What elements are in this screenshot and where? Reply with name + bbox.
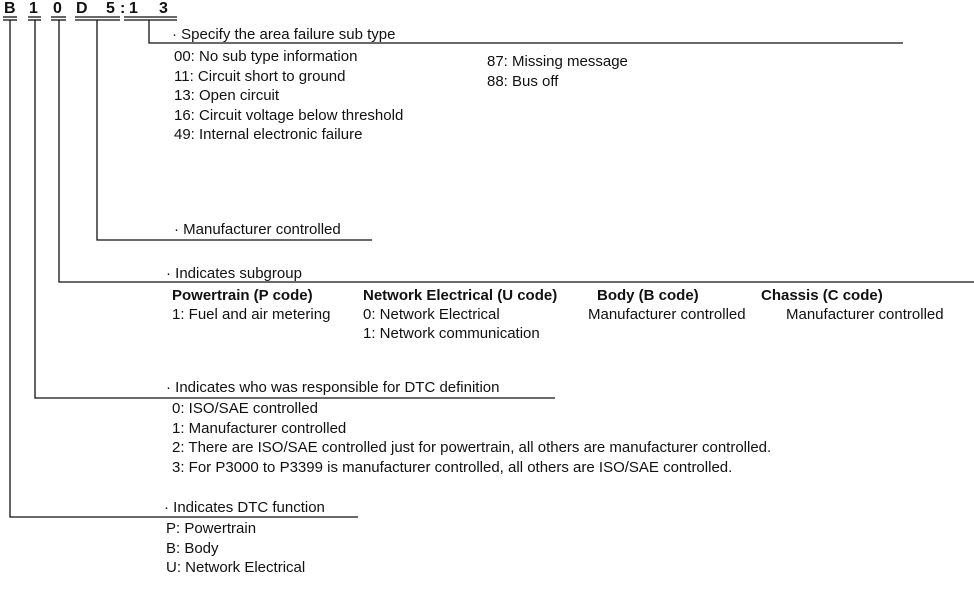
list-item: 87: Missing message: [487, 53, 628, 70]
subgroup-col-powertrain-line: 1: Fuel and air metering: [172, 306, 331, 323]
subgroup-col-network-header: Network Electrical (U code): [363, 287, 558, 304]
list-item: 88: Bus off: [487, 72, 559, 90]
responsible-heading: · Indicates who was responsible for DTC definition: [166, 379, 500, 396]
dtc-char-1b: 1: [129, 0, 138, 17]
list-item: U: Network Electrical: [166, 559, 306, 576]
list-item: 13: Open circuit: [174, 87, 280, 104]
dtc-char-b: B: [4, 0, 16, 17]
subgroup-heading: · Indicates subgroup: [166, 265, 302, 282]
list-item: 0: ISO/SAE controlled: [172, 400, 318, 417]
list-item: B: Body: [166, 539, 219, 557]
subgroup-col-chassis-header: Chassis (C code): [761, 287, 883, 304]
list-item: 49: Internal electronic failure: [174, 126, 363, 143]
subgroup-col-network-line: 0: Network Electrical: [363, 306, 500, 323]
sub-type-heading: · Specify the area failure sub type: [172, 26, 396, 43]
subgroup-col-network-line: 1: Network communication: [363, 325, 540, 342]
subgroup-col-powertrain-header: Powertrain (P code): [172, 287, 313, 304]
list-item: P: Powertrain: [166, 520, 257, 537]
subgroup-col-body-header: Body (B code): [597, 287, 699, 304]
dtc-char-colon: :: [120, 0, 126, 17]
function-heading: · Indicates DTC function: [164, 499, 325, 516]
list-item: 1: Manufacturer controlled: [172, 419, 347, 437]
list-item: 00: No sub type information: [174, 48, 358, 65]
list-item: 3: For P3000 to P3399 is manufacturer controlled, all others are ISO/SAE controlled.: [172, 458, 733, 476]
dtc-char-0: 0: [53, 0, 62, 17]
sub-type-list-right: [487, 52, 628, 91]
dtc-char-3: 3: [159, 0, 168, 17]
list-item: 2: There are ISO/SAE controlled just for powertrain, all others are manufacturer controlled.: [172, 439, 772, 456]
sub-type-list-left: [174, 47, 403, 145]
dtc-char-1: 1: [29, 0, 38, 17]
function-list: [166, 519, 305, 578]
subgroup-col-body-line: Manufacturer controlled: [588, 306, 746, 323]
manufacturer-controlled-heading: · Manufacturer controlled: [174, 221, 341, 238]
dtc-char-d: D: [76, 0, 88, 17]
list-item: 11: Circuit short to ground: [174, 67, 346, 85]
list-item: 16: Circuit voltage below threshold: [174, 106, 404, 124]
dtc-char-5: 5: [106, 0, 115, 17]
subgroup-col-chassis-line: Manufacturer controlled: [786, 306, 944, 323]
responsible-list: [172, 399, 771, 477]
